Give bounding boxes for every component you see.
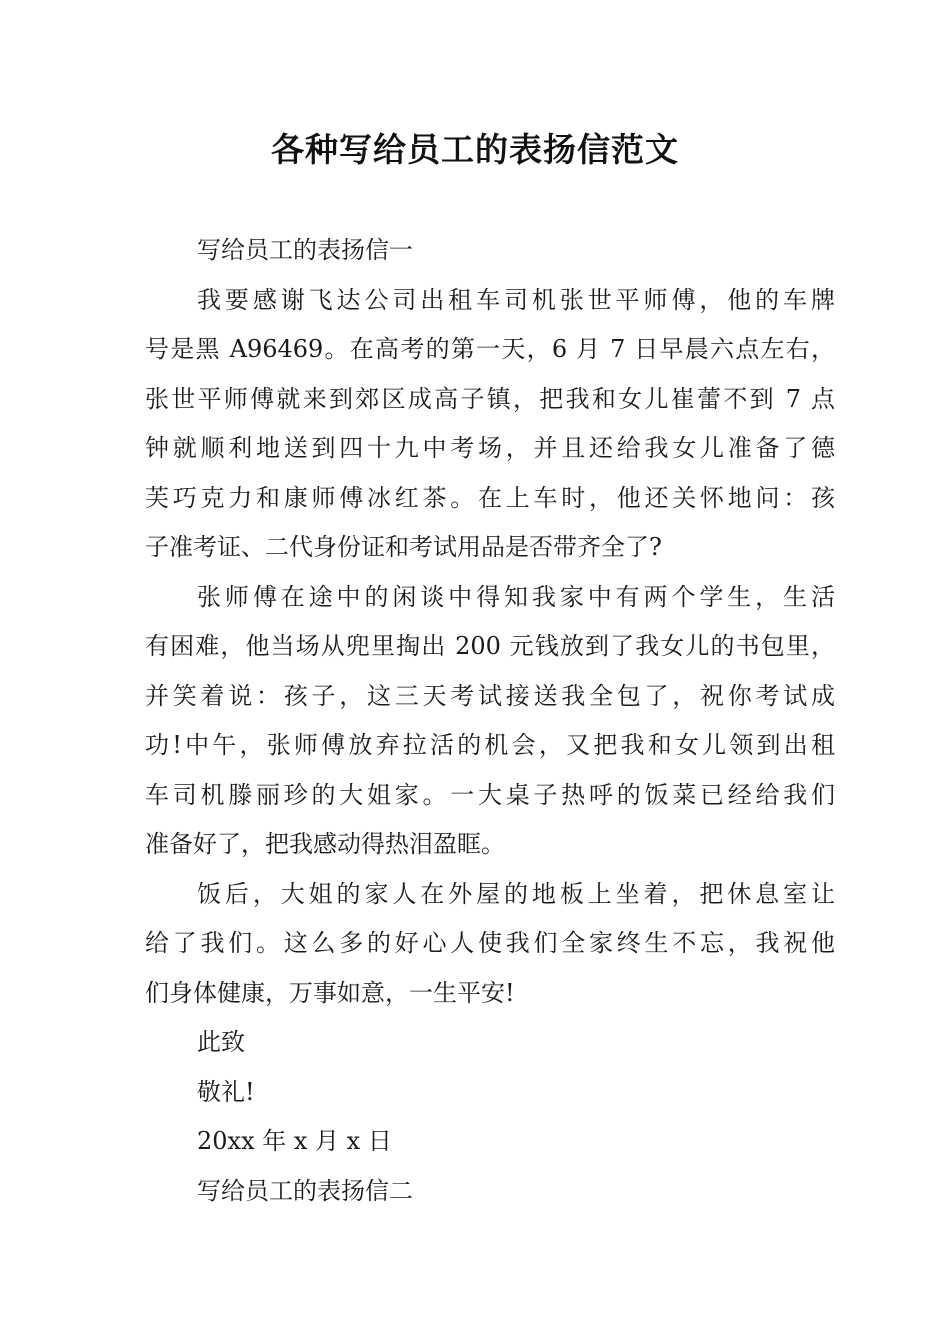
text-line: 敬礼!	[197, 1077, 255, 1106]
text-line: 20xx 年 x 月 x 日	[197, 1127, 392, 1155]
text-line: 张师傅在途中的闲谈中得知我家中有两个学生，生活	[197, 582, 835, 611]
text-line: 我要感谢飞达公司出租车司机张世平师傅，他的车牌	[197, 285, 835, 314]
letter-body	[145, 226, 835, 1216]
text-line: 写给员工的表扬信一	[197, 236, 413, 264]
text-line: 准备好了，把我感动得热泪盈眶。	[145, 830, 505, 858]
text-line: 号是黑 A96469。在高考的第一天，6 月 7 日早晨六点左右，	[145, 335, 835, 363]
text-line: 子准考证、二代身份证和考试用品是否带齐全了?	[145, 533, 662, 561]
text-line: 此致	[197, 1028, 245, 1056]
text-line: 功!中午，张师傅放弃拉活的机会，又把我和女儿领到出租	[145, 731, 835, 759]
text-line: 钟就顺利地送到四十九中考场，并且还给我女儿准备了德	[145, 434, 835, 462]
text-line: 写给员工的表扬信二	[197, 1176, 413, 1205]
text-line: 张世平师傅就来到郊区成高子镇，把我和女儿崔蕾不到 7 点	[145, 384, 835, 413]
text-line: 饭后，大姐的家人在外屋的地板上坐着，把休息室让	[197, 879, 835, 908]
text-line: 车司机滕丽珍的大姐家。一大桌子热呼的饭菜已经给我们	[145, 780, 835, 809]
text-line: 们身体健康，万事如意，一生平安!	[145, 978, 515, 1007]
text-line: 芙巧克力和康师傅冰红茶。在上车时，他还关怀地问：孩	[145, 483, 835, 512]
text-line: 有困难，他当场从兜里掏出 200 元钱放到了我女儿的书包里，	[145, 632, 835, 660]
page-title: 各种写给员工的表扬信范文	[271, 130, 679, 169]
text-line: 给了我们。这么多的好心人使我们全家终生不忘，我祝他	[145, 929, 835, 957]
text-line: 并笑着说：孩子，这三天考试接送我全包了，祝你考试成	[145, 681, 835, 710]
